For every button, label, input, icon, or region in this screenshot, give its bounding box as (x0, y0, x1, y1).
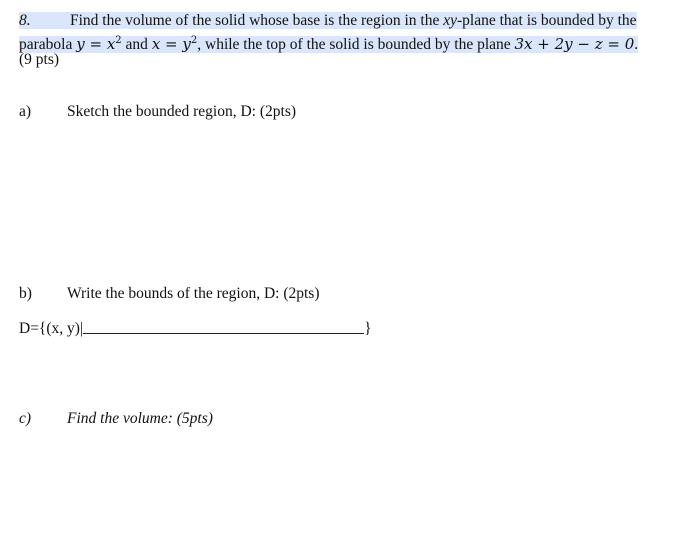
region-set-line (19, 319, 372, 338)
question-text-1-end: -plane that is bounded by the (457, 12, 637, 29)
part-a (19, 102, 296, 121)
question-text-2a: parabola (19, 36, 77, 53)
question-xy: xy (443, 12, 457, 29)
question-text-2-end: . (634, 36, 639, 53)
part-c-text: Find the volume: (5pts) (67, 410, 213, 427)
part-b-text: Write the bounds of the region, D: (2pts) (67, 285, 320, 302)
question-line-3 (19, 50, 59, 69)
part-a-label: a) (19, 103, 32, 120)
part-b (19, 284, 320, 303)
equation-parabola-2: $x = y^2$ (151, 35, 198, 53)
equation-plane: 3x + 2y − z = 0 (514, 35, 635, 53)
question-points: (9 pts) (19, 51, 60, 68)
question-text-2c: , while the top of the solid is bounded by the plane (197, 36, 515, 53)
question-text-2b: and (121, 36, 152, 53)
answer-blank[interactable] (83, 319, 364, 334)
part-c (19, 409, 213, 428)
highlighted-selection-2[interactable] (19, 36, 638, 53)
question-line-2 (19, 31, 639, 53)
part-c-label: c) (19, 410, 32, 427)
question-line-1 (19, 11, 637, 30)
part-b-label: b) (19, 285, 32, 302)
highlighted-selection[interactable] (19, 12, 637, 29)
part-a-text: Sketch the bounded region, D: (2pts) (67, 103, 297, 120)
question-text-1: Find the volume of the solid whose base is the region in the (70, 12, 444, 29)
region-set-suffix: } (364, 320, 372, 337)
region-set-prefix: D={(x, y)| (19, 320, 84, 337)
equation-parabola: $y = x^2$ (76, 35, 122, 53)
question-number: 8. (19, 12, 31, 29)
